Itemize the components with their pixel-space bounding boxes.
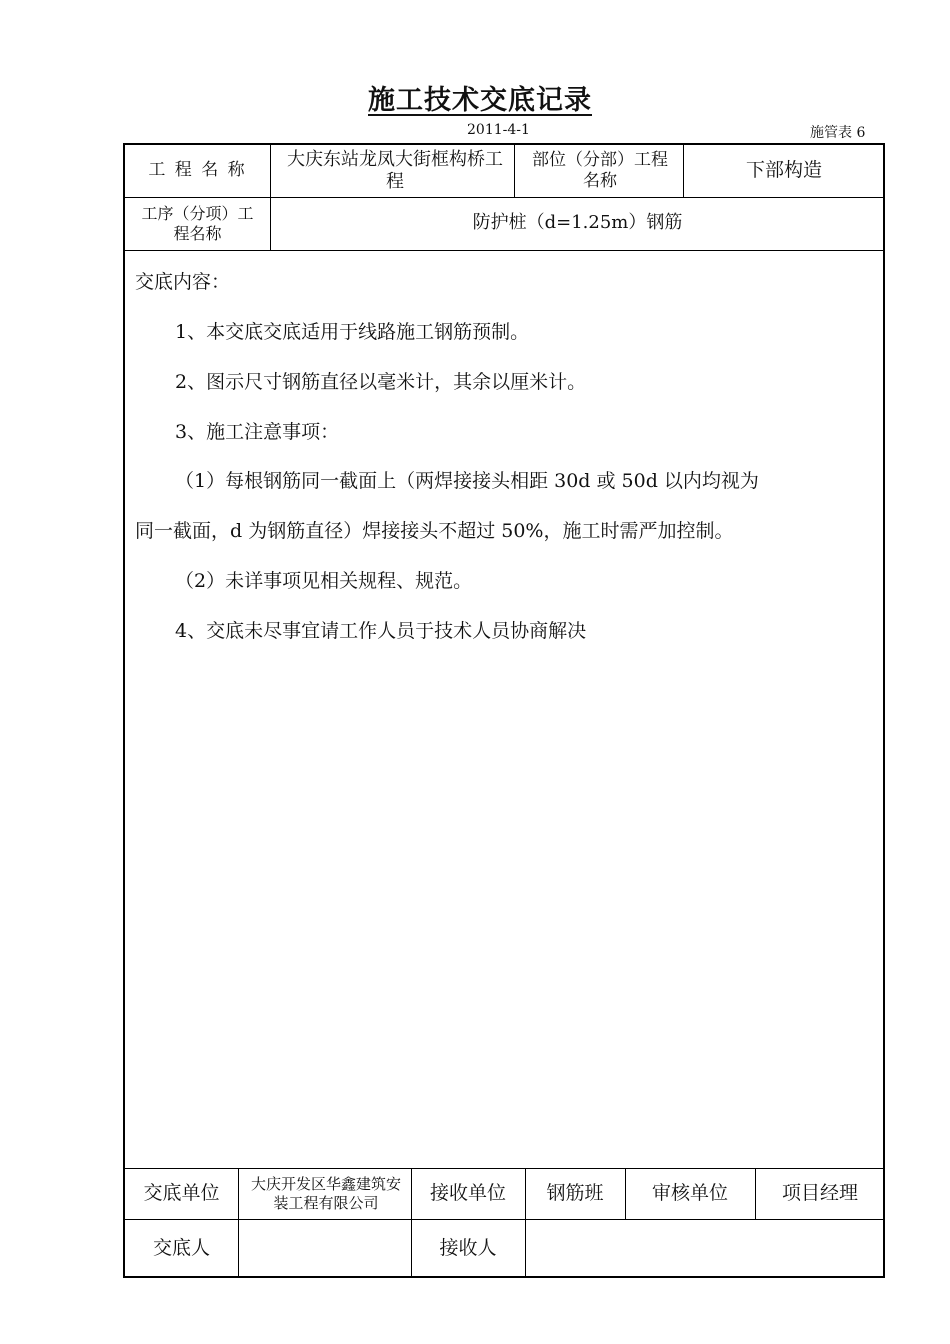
record-table xyxy=(123,143,885,1278)
content-item-3-1-line-2: 同一截面，d 为钢筋直径）焊接接头不超过 50%，施工时需严加控制。 xyxy=(135,520,734,542)
handover-unit-value: 大庆开发区华鑫建筑安装工程有限公司 xyxy=(250,1174,401,1212)
part-label: 部位（分部）工程名称 xyxy=(532,149,668,191)
part-value: 下部构造 xyxy=(745,159,822,182)
row-divider xyxy=(125,250,885,251)
date: 2011-4-1 xyxy=(467,122,530,138)
process-value: 防护桩（d=1.25m）钢筋 xyxy=(472,212,683,234)
form-number: 施管表 6 xyxy=(810,125,866,141)
content-item-1: 1、本交底交底适用于线路施工钢筋预制。 xyxy=(175,321,530,343)
review-unit-value: 项目经理 xyxy=(781,1181,858,1204)
document-title: 施工技术交底记录 xyxy=(368,85,592,116)
content-item-4: 4、交底未尽事宜请工作人员于技术人员协商解决 xyxy=(175,620,587,642)
content-item-3: 3、施工注意事项： xyxy=(175,421,340,443)
content-item-3-1-line-1: （1）每根钢筋同一截面上（两焊接接头相距 30d 或 50d 以内均视为 xyxy=(175,470,759,492)
receiving-unit-label: 接收单位 xyxy=(429,1181,506,1204)
content-item-3-2: （2）未详事项见相关规程、规范。 xyxy=(175,570,473,592)
content-heading: 交底内容： xyxy=(135,271,231,293)
content-item-2: 2、图示尺寸钢筋直径以毫米计，其余以厘米计。 xyxy=(175,371,587,393)
review-unit-label: 审核单位 xyxy=(651,1181,728,1204)
handover-person-value xyxy=(238,1219,411,1278)
receiver-value xyxy=(525,1219,885,1278)
project-name-label: 工 程 名 称 xyxy=(148,160,247,181)
handover-person-label: 交底人 xyxy=(152,1236,210,1259)
project-name-value: 大庆东站龙凤大街框构桥工程 xyxy=(287,148,503,192)
process-label: 工序（分项）工程名称 xyxy=(141,203,254,243)
receiving-unit-value: 钢筋班 xyxy=(546,1181,604,1204)
handover-unit-label: 交底单位 xyxy=(143,1181,220,1204)
receiver-label: 接收人 xyxy=(439,1236,497,1259)
